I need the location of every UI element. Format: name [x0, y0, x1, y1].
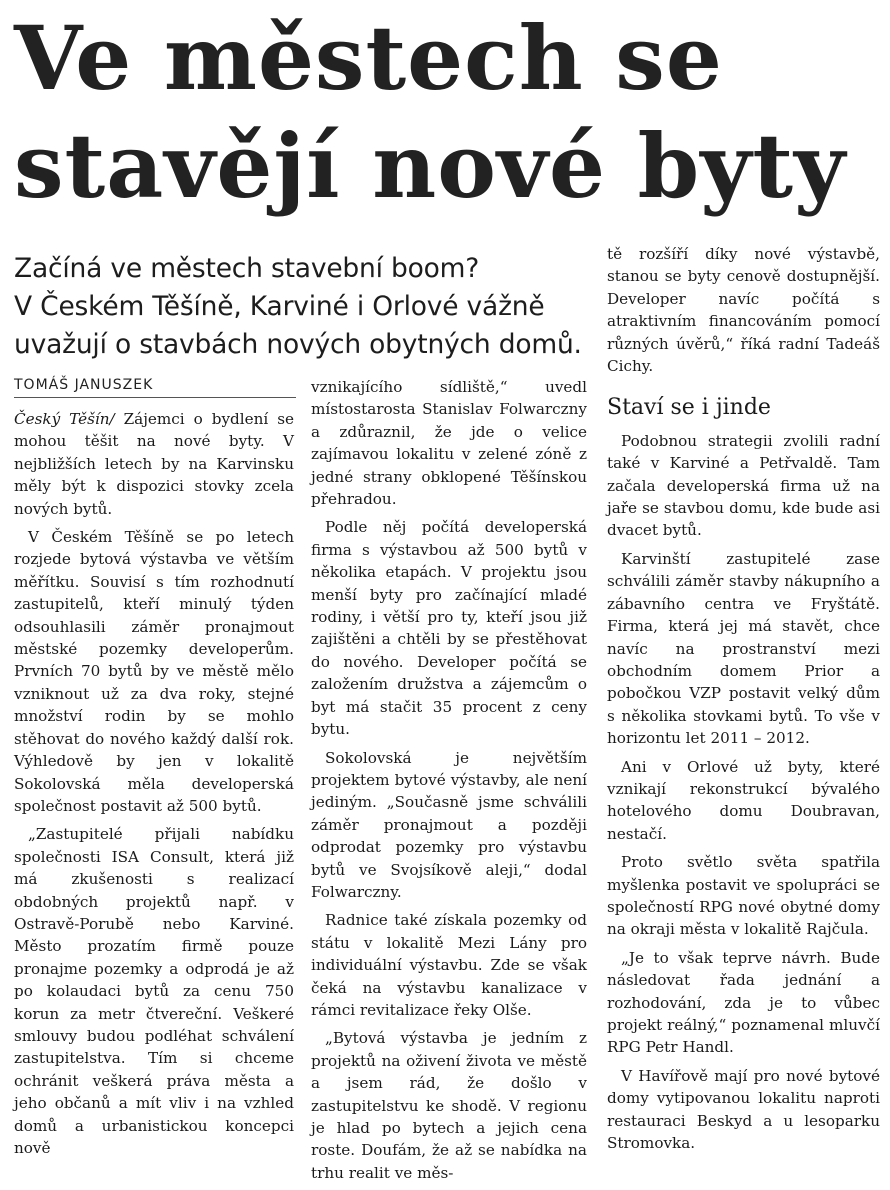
article-paragraph: tě rozšíří díky nové výstavbě, stanou se byty cenově dostupnější. Developer navíc počítá s atraktivním financováním pomocí různých úvěrů,“ říká radní Tadeáš Cichy.: [607, 245, 880, 376]
lead-line-1: Začíná ve městech stavební boom?: [14, 253, 480, 284]
article-paragraph: V Havířově mají pro nové bytové domy vytipovanou lokalitu naproti restauraci Beskyd a u lesoparku Stromovka.: [607, 1066, 880, 1153]
dateline-location: Český Těšín/: [14, 410, 115, 428]
article-paragraph: Sokolovská je největším projektem bytové výstavby, ale není jediným. „Současně jsme schválili záměr pronajmout a později odprodat pozemky pro výstavbu bytů ve Svojsíkově aleji,“ dodal Folwarczny.: [311, 748, 587, 901]
article-paragraph: V Českém Těšíně se po letech rozjede bytová výstavba ve větším měřítku. Souvisí s tím rozhodnutí zastupitelů, kteří minulý týden odsouhlasili záměr pronajmout městské pozemky developerům. Prvních 70 bytů by ve městě mělo vzniknout už za dva roky, stejné množství rodin by se mohlo stěhovat do nového každý další rok. Výhledově by jen v lokalitě Sokolovská měla developerská společnost postavit až 500 bytů.: [14, 528, 294, 815]
headline: [14, 4, 884, 220]
section-heading: Staví se i jinde: [607, 395, 771, 421]
article-paragraph: „Bytová výstavba je jedním z projektů na oživení života ve městě a jsem rád, že došlo v zastupitelstvu ke shodě. V regionu je hlad po bytech a jejich cena roste. Doufám, že až se nabídka na trhu realit ve měs-: [311, 1029, 587, 1182]
article-paragraph: Karvinští zastupitelé zase schválili záměr stavby nákupního a zábavního centra ve Fryštátě. Firma, která jej má stavět, chce navíc na prostranství mezi obchodním domem Prior a pobočkou VZP postavit velký dům s několika stovkami bytů. To vše v horizontu let 2011 – 2012.: [607, 549, 880, 748]
lead-paragraph: [14, 250, 592, 364]
article-column-3: [607, 243, 880, 1160]
article-paragraph: Radnice také získala pozemky od státu v lokalitě Mezi Lány pro individuální výstavbu. Zde se však čeká na výstavbu kanalizace v rámci revitalizace řeky Olše.: [311, 911, 587, 1019]
headline-line-2: stavějí nové byty: [14, 114, 847, 218]
article-column-1: [14, 408, 294, 1165]
lead-line-3: uvažují o stavbách nových obytných domů.: [14, 329, 582, 360]
headline-line-1: Ve městech se: [14, 6, 723, 110]
author-byline: TOMÁŠ JANUSZEK: [14, 377, 296, 398]
article-paragraph: „Je to však teprve návrh. Bude následovat řada jednání a rozhodování, zda je to vůbec projekt reálný,“ poznamenal mluvčí RPG Petr Handl.: [607, 948, 880, 1057]
article-paragraph: Ani v Orlové už byty, které vznikají rekonstrukcí bývalého hotelového domu Doubravan, nestačí.: [607, 757, 880, 843]
article-paragraph: Proto světlo světa spatřila myšlenka postavit ve spolupráci se společností RPG nové obytné domy na okraji města v lokalitě Rajčula.: [607, 853, 880, 939]
article-paragraph: vznikajícího sídliště,“ uvedl místostarosta Stanislav Folwarczny a zdůraznil, že jde o velice zajímavou lokalitu v zelené zóně z jedné strany obklopené Těšínskou přehradou.: [311, 378, 587, 509]
lead-line-2: V Českém Těšíně, Karviné i Orlové vážně: [14, 291, 545, 322]
article-paragraph: [14, 408, 294, 520]
article-paragraph: „Zastupitelé přijali nabídku společnosti ISA Consult, která již má zkušenosti s realizací obdobných projektů např. v Ostravě-Porubě nebo Karviné. Město prozatím firmě pouze pronajme pozemky a odprodá je až po kolaudaci bytů za cenu 750 korun za metr čtvereční. Veškeré smlouvy budou podléhat schválení zastupitelstva. Tím si chceme ochránit veškerá práva města a jeho občanů a mít vliv i na vzhled domů a urbanistickou koncepci nově: [14, 825, 294, 1157]
paragraph-text: Zájemci o bydlení se mohou těšit na nové byty. V nejbližších letech by na Karvinsku měly být k dispozici stovky zcela nových bytů.: [14, 410, 294, 518]
article-paragraph: Podle něj počítá developerská firma s výstavbou až 500 bytů v několika etapách. V projektu jsou menší byty pro začínající mladé rodiny, i větší pro ty, kteří jsou již zajištěni a chtěli by se přestěhovat do nového. Developer počítá se založením družstva a zájemcům o byt má stačit 35 procent z ceny bytu.: [311, 518, 587, 739]
article-column-2: [311, 376, 587, 1190]
article-paragraph: Podobnou strategii zvolili radní také v Karviné a Petřvaldě. Tam začala developerská firma už na jaře se stavbou domu, kde bude asi dvacet bytů.: [607, 431, 880, 540]
